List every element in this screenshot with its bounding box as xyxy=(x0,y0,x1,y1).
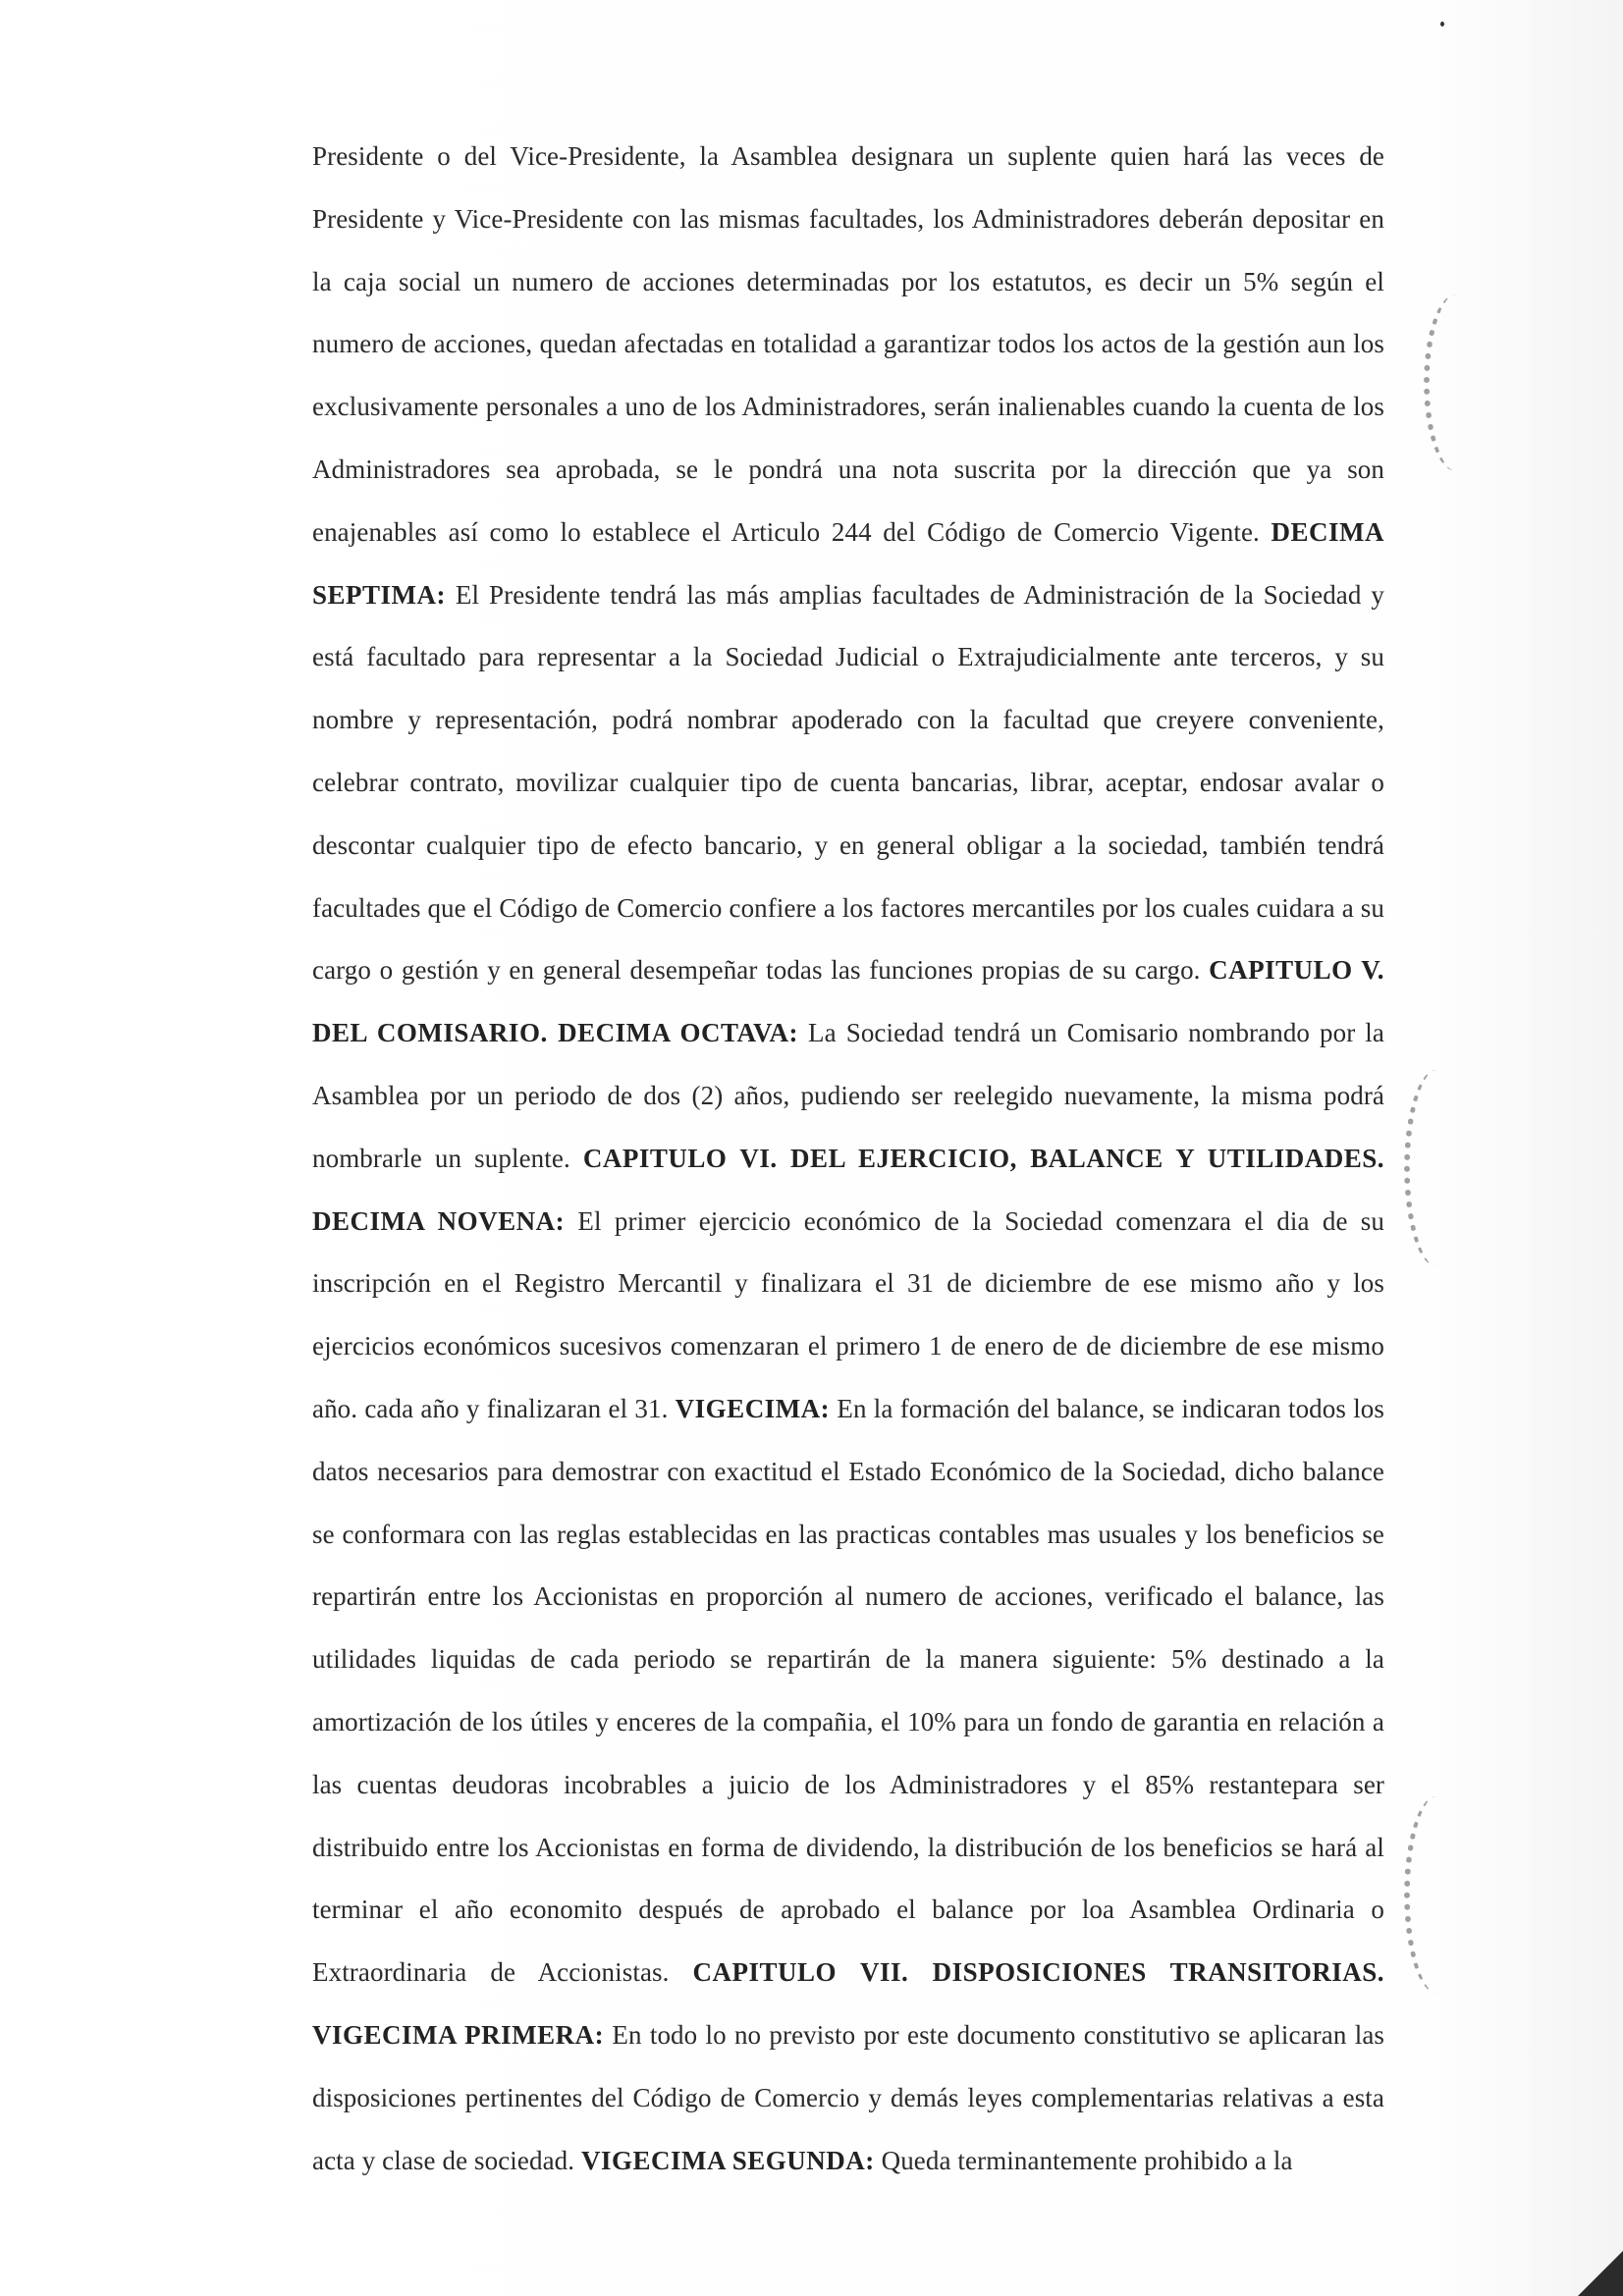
body-text: Presidente o del Vice-Presidente, la Asamblea designara un suplente quien hará las veces de Presidente y Vice-Presidente con las mismas facultades, los Administradores deberán depositar en la caja social un numero de acciones determinadas por los estatutos, es decir un 5% según el numero de acciones, quedan afectadas en totalidad a garantizar todos los actos de la gestión aun los exclusivamente personales a uno de los Administradores, serán inalienables cuando la cuenta de los Administradores sea aprobada, se le pondrá una nota suscrita por la dirección que ya son enajenables así como lo establece el Articulo 244 del Código de Comercio Vigente. xyxy=(312,141,1384,547)
document-body xyxy=(312,126,1384,2192)
section-heading: VIGECIMA SEGUNDA: xyxy=(580,2145,875,2175)
body-text: La Sociedad tendrá un Comisario nombrando por la Asamblea por un periodo de dos (2) años, pudiendo ser reelegido nuevamente, la misma podrá nombrarle un suplente. xyxy=(312,1018,1384,1173)
seal-stamp-icon xyxy=(1404,1070,1469,1266)
body-paragraph xyxy=(312,126,1384,2192)
section-heading: CAPITULO VII. DISPOSICIONES TRANSITORIAS. VIGECIMA PRIMERA: xyxy=(312,1957,1384,2050)
seal-stamp-icon xyxy=(1424,294,1488,471)
scan-speck xyxy=(1440,22,1444,27)
page-corner-fold xyxy=(1578,2251,1623,2296)
body-text: En todo lo no previsto por este documento constitutivo se aplicaran las disposiciones pertinentes del Código de Comercio y demás leyes complementarias relativas a esta acta y clase de sociedad. xyxy=(312,2019,1385,2175)
body-text: El Presidente tendrá las más amplias facultades de Administración de la Sociedad y está facultado para representar a la Sociedad Judicial o Extrajudicialmente ante terceros, y su nombre y representación, podrá nombrar apoderado con la facultad que creyere conveniente, celebrar contrato, movilizar cualquier tipo de cuenta bancarias, librar, aceptar, endosar avalar o descontar cualquier tipo de efecto bancario, y en general obligar a la sociedad, también tendrá facultades que el Código de Comercio confiere a los factores mercantiles por los cuales cuidara a su cargo o gestión y en general desempeñar todas las funciones propias de su cargo. xyxy=(312,579,1384,986)
section-heading: VIGECIMA: xyxy=(675,1393,831,1423)
section-heading: DECIMA SEPTIMA: xyxy=(312,516,1384,610)
body-text: El primer ejercicio económico de la Sociedad comenzara el dia de su inscripción en el Registro Mercantil y finalizara el 31 de diciembre de ese mismo año y los ejercicios económicos sucesivos comenzaran el primero 1 de enero de de diciembre de ese mismo año. cada año y finalizaran el 31. xyxy=(312,1205,1384,1423)
seal-stamp-icon xyxy=(1404,1796,1469,1993)
section-heading: CAPITULO VI. DEL EJERCICIO, BALANCE Y UTILIDADES. DECIMA NOVENA: xyxy=(312,1143,1385,1236)
section-heading: CAPITULO V. DEL COMISARIO. DECIMA OCTAVA: xyxy=(312,955,1385,1048)
body-text: Queda terminantemente prohibido a la xyxy=(874,2145,1293,2175)
body-text: En la formación del balance, se indicaran todos los datos necesarios para demostrar con exactitud el Estado Económico de la Sociedad, dicho balance se conformara con las reglas establecidas en las practicas contables mas usuales y los beneficios se repartirán entre los Accionistas en proporción al numero de acciones, verificado el balance, las utilidades liquidas de cada periodo se repartirán de la manera siguiente: 5% destinado a la amortización de los útiles y enceres de la compañia, el 10% para un fondo de garantia en relación a las cuentas deudoras incobrables a juicio de los Administradores y el 85% restantepara ser distribuido entre los Accionistas en forma de dividendo, la distribución de los beneficios se hará al terminar el año economito después de aprobado el balance por loa Asamblea Ordinaria o Extraordinaria de Accionistas. xyxy=(312,1393,1385,1988)
